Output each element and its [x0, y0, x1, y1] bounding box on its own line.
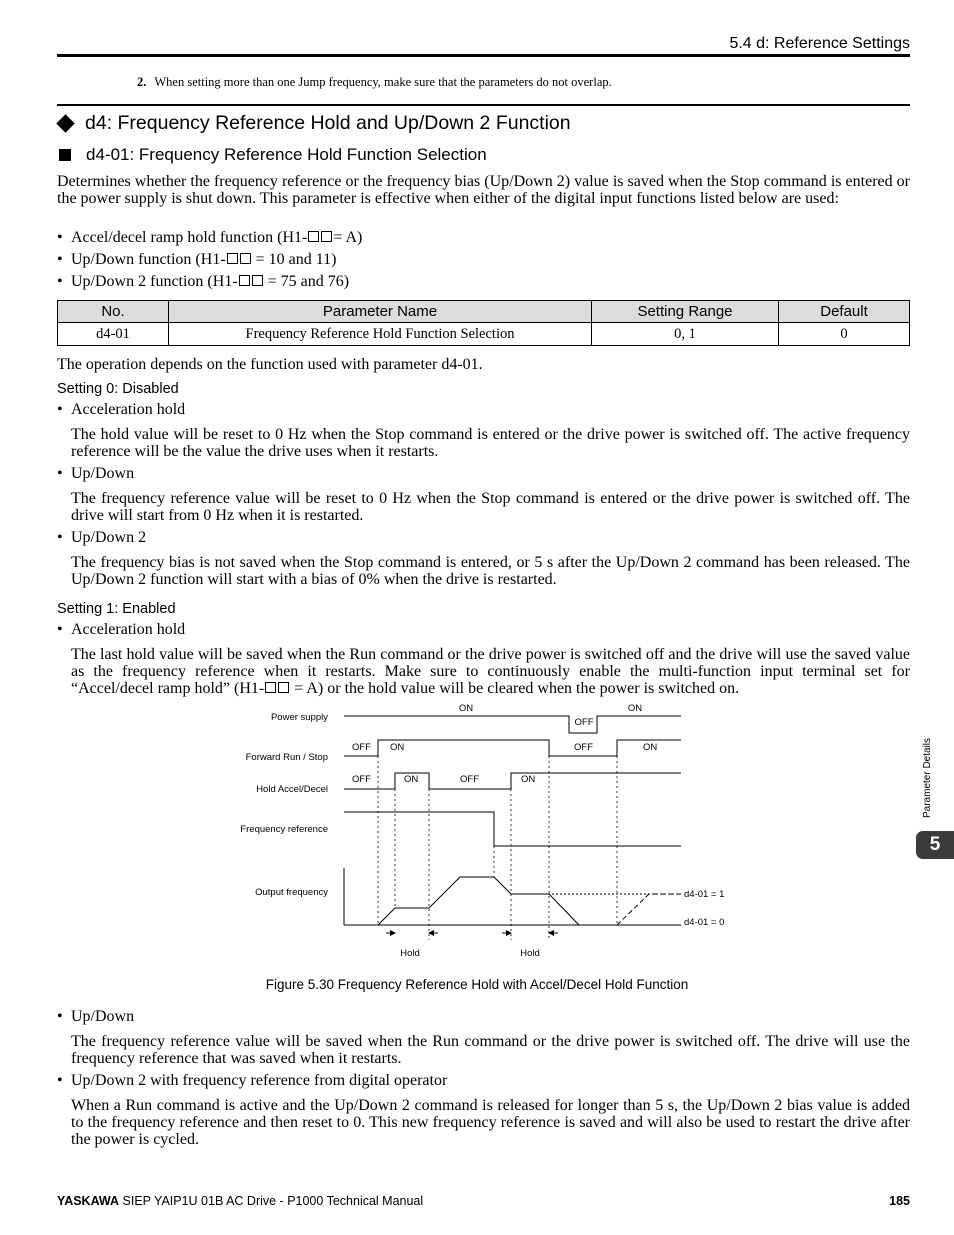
intro-paragraph: Determines whether the frequency reference or the frequency bias (Up/Down 2) value is saved when the Stop command is entered or the power supply is shut down. This parameter is effective when either of the digital input functions listed below are used:	[57, 173, 910, 207]
hold-on-label: ON	[521, 774, 536, 785]
label-output-freq: Output frequency	[255, 887, 328, 898]
cell-no: d4-01	[58, 323, 169, 346]
restart-dashed	[617, 894, 681, 925]
function-item: • Accel/decel ramp hold function (H1- = A)	[57, 229, 363, 246]
label-freq-ref: Frequency reference	[240, 824, 328, 835]
setting0-item-text: The hold value will be reset to 0 Hz when the Stop command is entered or the drive power is switched off. The active frequency reference will be the value the drive uses when it restarts.	[71, 426, 910, 460]
figure-caption: Figure 5.30 Frequency Reference Hold with Accel/Decel Hold Function	[265, 977, 689, 992]
col-name: Parameter Name	[169, 301, 592, 323]
note-number: 2.	[137, 75, 147, 89]
heading-d4-01-text: d4-01: Frequency Reference Hold Function Selection	[86, 145, 487, 164]
chapter-tab: 5	[916, 831, 954, 859]
hold-label: Hold	[520, 948, 540, 959]
footer-manual	[57, 1194, 423, 1208]
setting0-item-text: The frequency bias is not saved when the Stop command is entered, or 5 s after the Up/Down 2 command has been released. The Up/Down 2 function will start with a bias of 0% when the drive is restarted.	[71, 554, 910, 588]
hold-label: Hold	[400, 948, 420, 959]
section-header: 5.4 d: Reference Settings	[729, 35, 910, 52]
run-on-label: ON	[390, 742, 405, 753]
setting0-item-label: • Acceleration hold	[57, 401, 186, 418]
run-off-label: OFF	[574, 742, 593, 753]
setting1-item-label: • Up/Down	[57, 1008, 135, 1025]
setting1-updown-text: The frequency reference value will be saved when the Run command or the drive power is switched off. The drive will use the frequency reference that was saved when it restarts.	[71, 1033, 910, 1067]
heading-d4-text: d4: Frequency Reference Hold and Up/Down 2 Function	[85, 112, 571, 134]
d4-01-eq-0: d4-01 = 0	[684, 917, 725, 928]
setting1-accel-text: The last hold value will be saved when the Run command or the drive power is switched off and the drive will use the saved value as the frequency reference when it restarts. Make sure to continuously enable the multi-function input terminal set for “Accel/decel ramp hold” (H1- = A) or the hold value will be cleared when the power is switched on.	[71, 646, 910, 697]
hold-off-label: OFF	[460, 774, 479, 785]
footer-text: SIEP YAIP1U 01B AC Drive - P1000 Technical Manual	[119, 1194, 424, 1208]
cell-default: 0	[779, 323, 910, 346]
cell-range: 0, 1	[592, 323, 779, 346]
power-off-label: OFF	[574, 717, 594, 728]
setting1-title: Setting 1: Enabled	[57, 601, 176, 617]
col-range: Setting Range	[592, 301, 779, 323]
run-on-label: ON	[643, 742, 658, 753]
power-supply-waveform	[344, 716, 681, 733]
operation-text: The operation depends on the function used with parameter d4-01.	[57, 356, 483, 373]
footer-brand: YASKAWA	[57, 1194, 120, 1208]
run-off-label: OFF	[352, 742, 371, 753]
setting0-title: Setting 0: Disabled	[57, 381, 179, 397]
cell-name: Frequency Reference Hold Function Selection	[169, 323, 592, 346]
d4-01-eq-1: d4-01 = 1	[684, 889, 725, 900]
label-power-supply: Power supply	[270, 712, 328, 723]
page-number: 185	[889, 1194, 910, 1208]
hold-waveform	[344, 773, 549, 789]
hold-on-label: ON	[404, 774, 419, 785]
setting0-item-label: • Up/Down 2	[57, 529, 147, 546]
col-no: No.	[58, 301, 169, 323]
power-on-label: ON	[458, 703, 474, 714]
power-on-label: ON	[627, 703, 643, 714]
setting0-item-label: • Up/Down	[57, 465, 135, 482]
label-hold: Hold Accel/Decel	[256, 784, 328, 795]
function-item: • Up/Down 2 function (H1- = 75 and 76)	[57, 273, 350, 290]
freq-ref-waveform	[344, 812, 681, 846]
hold-off-label: OFF	[352, 774, 371, 785]
setting1-item-label: • Up/Down 2 with frequency reference from digital operator	[57, 1072, 448, 1089]
note-text: When setting more than one Jump frequency, make sure that the parameters do not overlap.	[154, 75, 612, 89]
setting0-item-text: The frequency reference value will be reset to 0 Hz when the Stop command is entered or the drive power is switched off. The drive will start from 0 Hz when it is restarted.	[71, 490, 910, 524]
setting1-updown2-text: When a Run command is active and the Up/Down 2 command is released for longer than 5 s, the Up/Down 2 bias value is added to the frequency reference and then reset to 0. This new frequency reference is saved and will also be used to restart the drive after the power is cycled.	[71, 1097, 910, 1148]
col-default: Default	[779, 301, 910, 323]
side-label: Parameter Details	[922, 737, 933, 818]
label-forward-run: Forward Run / Stop	[245, 752, 328, 763]
function-item: • Up/Down function (H1- = 10 and 11)	[57, 251, 337, 268]
setting1-item-label: • Acceleration hold	[57, 621, 186, 638]
